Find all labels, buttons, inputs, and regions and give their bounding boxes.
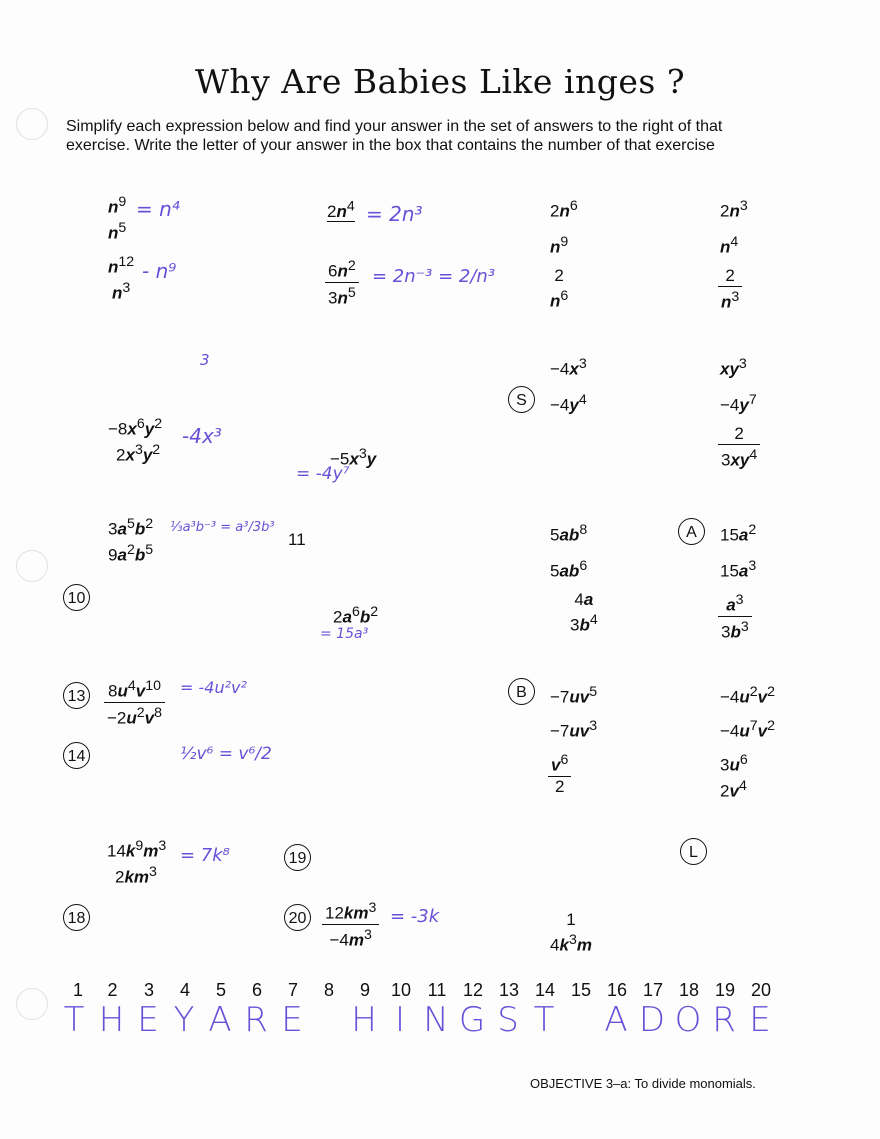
punch-hole — [16, 550, 48, 582]
answer-letter: S — [497, 1000, 521, 1040]
exercise-number-10: 10 — [63, 584, 90, 611]
answer-letter-B: B — [508, 678, 535, 705]
answer-number: 11 — [427, 980, 447, 1000]
choice-col4-2: $n^4$ — [720, 234, 739, 257]
handwritten-mark: 3 — [200, 351, 210, 369]
answer-number: 7 — [287, 980, 298, 1000]
handwritten-answer-1: = n⁴ — [136, 197, 180, 221]
choice-col4-11: $-4u^7v^2$ — [720, 718, 775, 741]
choice-col3-10: $-7uv^3$ — [550, 718, 598, 741]
answer-number: 6 — [251, 980, 262, 1000]
choice-col4-6: $\frac{2}{3xy^4}$ — [718, 424, 760, 471]
choice-col4-3: $\frac{2}{n^3}$ — [718, 266, 742, 313]
answer-number: 9 — [359, 980, 370, 1000]
exercise-2: $n^{12}$ $n^3$ — [108, 254, 135, 303]
instructions — [66, 117, 766, 155]
choice-col3-7: $5ab^6$ — [550, 558, 588, 581]
choice-col3-5: $-4y^4$ — [550, 392, 587, 415]
answer-letter-row — [56, 1000, 779, 1040]
choice-col4-1: $2n^3$ — [720, 198, 748, 221]
answer-number: 16 — [606, 980, 628, 1000]
answer-letter: E — [749, 1000, 773, 1040]
answer-number: 13 — [498, 980, 520, 1000]
answer-number-row — [62, 980, 779, 1001]
answer-letter-A: A — [678, 518, 705, 545]
exercise-1: $n^9$ $n^5$ — [108, 194, 127, 243]
exercise-number-18: 18 — [63, 904, 90, 931]
choice-col4-4: $xy^3$ — [720, 356, 747, 379]
answer-letter-L: L — [680, 838, 707, 865]
answer-number: 4 — [179, 980, 190, 1000]
exercise-12: $2a^6b^2$ — [333, 604, 379, 627]
answer-letter: I — [394, 1000, 408, 1040]
choice-col3-9: $-7uv^5$ — [550, 684, 598, 707]
handwritten-answer-3: = 2n³ — [366, 202, 423, 226]
handwritten-answer-7: -4x³ — [182, 424, 222, 448]
answer-letter: E — [281, 1000, 305, 1040]
answer-number: 18 — [678, 980, 700, 1000]
handwritten-answer-9: ⅓a³b⁻³ = a³/3b³ — [170, 520, 275, 535]
choice-col4-5: $-4y^7$ — [720, 392, 757, 415]
exercise-number-13: 13 — [63, 682, 90, 709]
objective-footer: OBJECTIVE 3–a: To divide monomials. — [530, 1076, 756, 1091]
answer-letter: T — [63, 1000, 87, 1040]
answer-letter: H — [351, 1000, 379, 1040]
choice-col3-11: $\frac{v^6}{2}$ — [548, 750, 571, 797]
exercise-4: $\frac{6n^2}{3n^5}$ — [325, 256, 359, 308]
choice-col4-8: $15a^3$ — [720, 558, 757, 581]
answer-number: 5 — [215, 980, 226, 1000]
handwritten-answer-8: = -4y⁷ — [296, 464, 350, 484]
choice-col3-6: $5ab^8$ — [550, 522, 588, 545]
choice-col4-12: $3u^6$ $2v^4$ — [720, 752, 748, 801]
answer-letter: R — [244, 1000, 270, 1040]
choice-col3-8: 4a $3b^4$ — [570, 590, 598, 635]
answer-number: 17 — [642, 980, 664, 1000]
answer-number: 12 — [462, 980, 484, 1000]
punch-hole — [16, 988, 48, 1020]
exercise-number-11: 11 — [288, 530, 306, 549]
choice-col3-1: $2n^6$ — [550, 198, 578, 221]
handwritten-answer-17: = 7k⁸ — [180, 845, 230, 866]
answer-letter-S: S — [508, 386, 535, 413]
answer-number: 2 — [107, 980, 118, 1000]
answer-number: 20 — [750, 980, 772, 1000]
choice-col4-7: $15a^2$ — [720, 522, 757, 545]
exercise-13: $\frac{8u^4v^{10}}{-2u^2v^8}$ — [104, 676, 165, 728]
handwritten-answer-20: = -3k — [390, 906, 440, 927]
answer-letter: A — [208, 1000, 234, 1040]
choice-col3-12: 1 $4k^3m$ — [550, 910, 592, 955]
exercise-number-19: 19 — [284, 844, 311, 871]
choice-col3-2: $n^9$ — [550, 234, 569, 257]
answer-letter: Y — [173, 1000, 197, 1040]
answer-number: 10 — [390, 980, 412, 1000]
answer-number: 15 — [570, 980, 592, 1000]
instructions-line-2: exercise. Write the letter of your answer in the box that contains the number of that exercise — [66, 137, 715, 154]
answer-number: 8 — [323, 980, 334, 1000]
choice-col3-3: 2 $n^6$ — [550, 266, 569, 311]
handwritten-answer-13: = -4u²v² — [180, 678, 247, 697]
answer-letter: N — [423, 1000, 451, 1040]
answer-letter: O — [674, 1000, 704, 1040]
answer-letter: E — [137, 1000, 161, 1040]
answer-letter: A — [604, 1000, 630, 1040]
exercise-9: $3a^5b^2$ $9a^2b^5$ — [108, 516, 154, 565]
instructions-line-1: Simplify each expression below and find your answer in the set of answers to the right of that — [66, 118, 723, 135]
handwritten-answer-12: = 15a³ — [320, 626, 369, 642]
handwritten-answer-4: = 2n⁻³ = 2/n³ — [372, 266, 496, 287]
page-title: Why Are Babies Like inges ? — [194, 62, 686, 101]
exercise-20: $\frac{12km^3}{-4m^3}$ — [322, 898, 379, 950]
answer-letter: R — [712, 1000, 738, 1040]
answer-letter: G — [458, 1000, 488, 1040]
answer-number: 3 — [143, 980, 154, 1000]
choice-col3-4: $-4x^3$ — [550, 356, 587, 379]
answer-letter: H — [98, 1000, 127, 1040]
choice-col4-10: $-4u^2v^2$ — [720, 684, 775, 707]
answer-letter: T — [533, 1000, 557, 1040]
answer-number: 19 — [714, 980, 736, 1000]
answer-letter: D — [638, 1000, 668, 1040]
exercise-3: $2n^4$ — [327, 198, 355, 221]
punch-hole — [16, 108, 48, 140]
exercise-17: $14k^9m^3$ $2km^3$ — [107, 838, 167, 887]
handwritten-answer-2: - n⁹ — [142, 259, 177, 283]
exercise-number-14: 14 — [63, 742, 90, 769]
answer-number: 1 — [72, 980, 83, 1000]
handwritten-answer-14: ½v⁶ = v⁶/2 — [180, 744, 272, 764]
exercise-8: $-5x^3y$ — [330, 446, 377, 469]
choice-col4-9: $\frac{a^3}{3b^3}$ — [718, 590, 752, 642]
exercise-number-20: 20 — [284, 904, 311, 931]
answer-number: 14 — [534, 980, 556, 1000]
exercise-7: $-8x^6y^2$ $2x^3y^2$ — [108, 416, 163, 465]
